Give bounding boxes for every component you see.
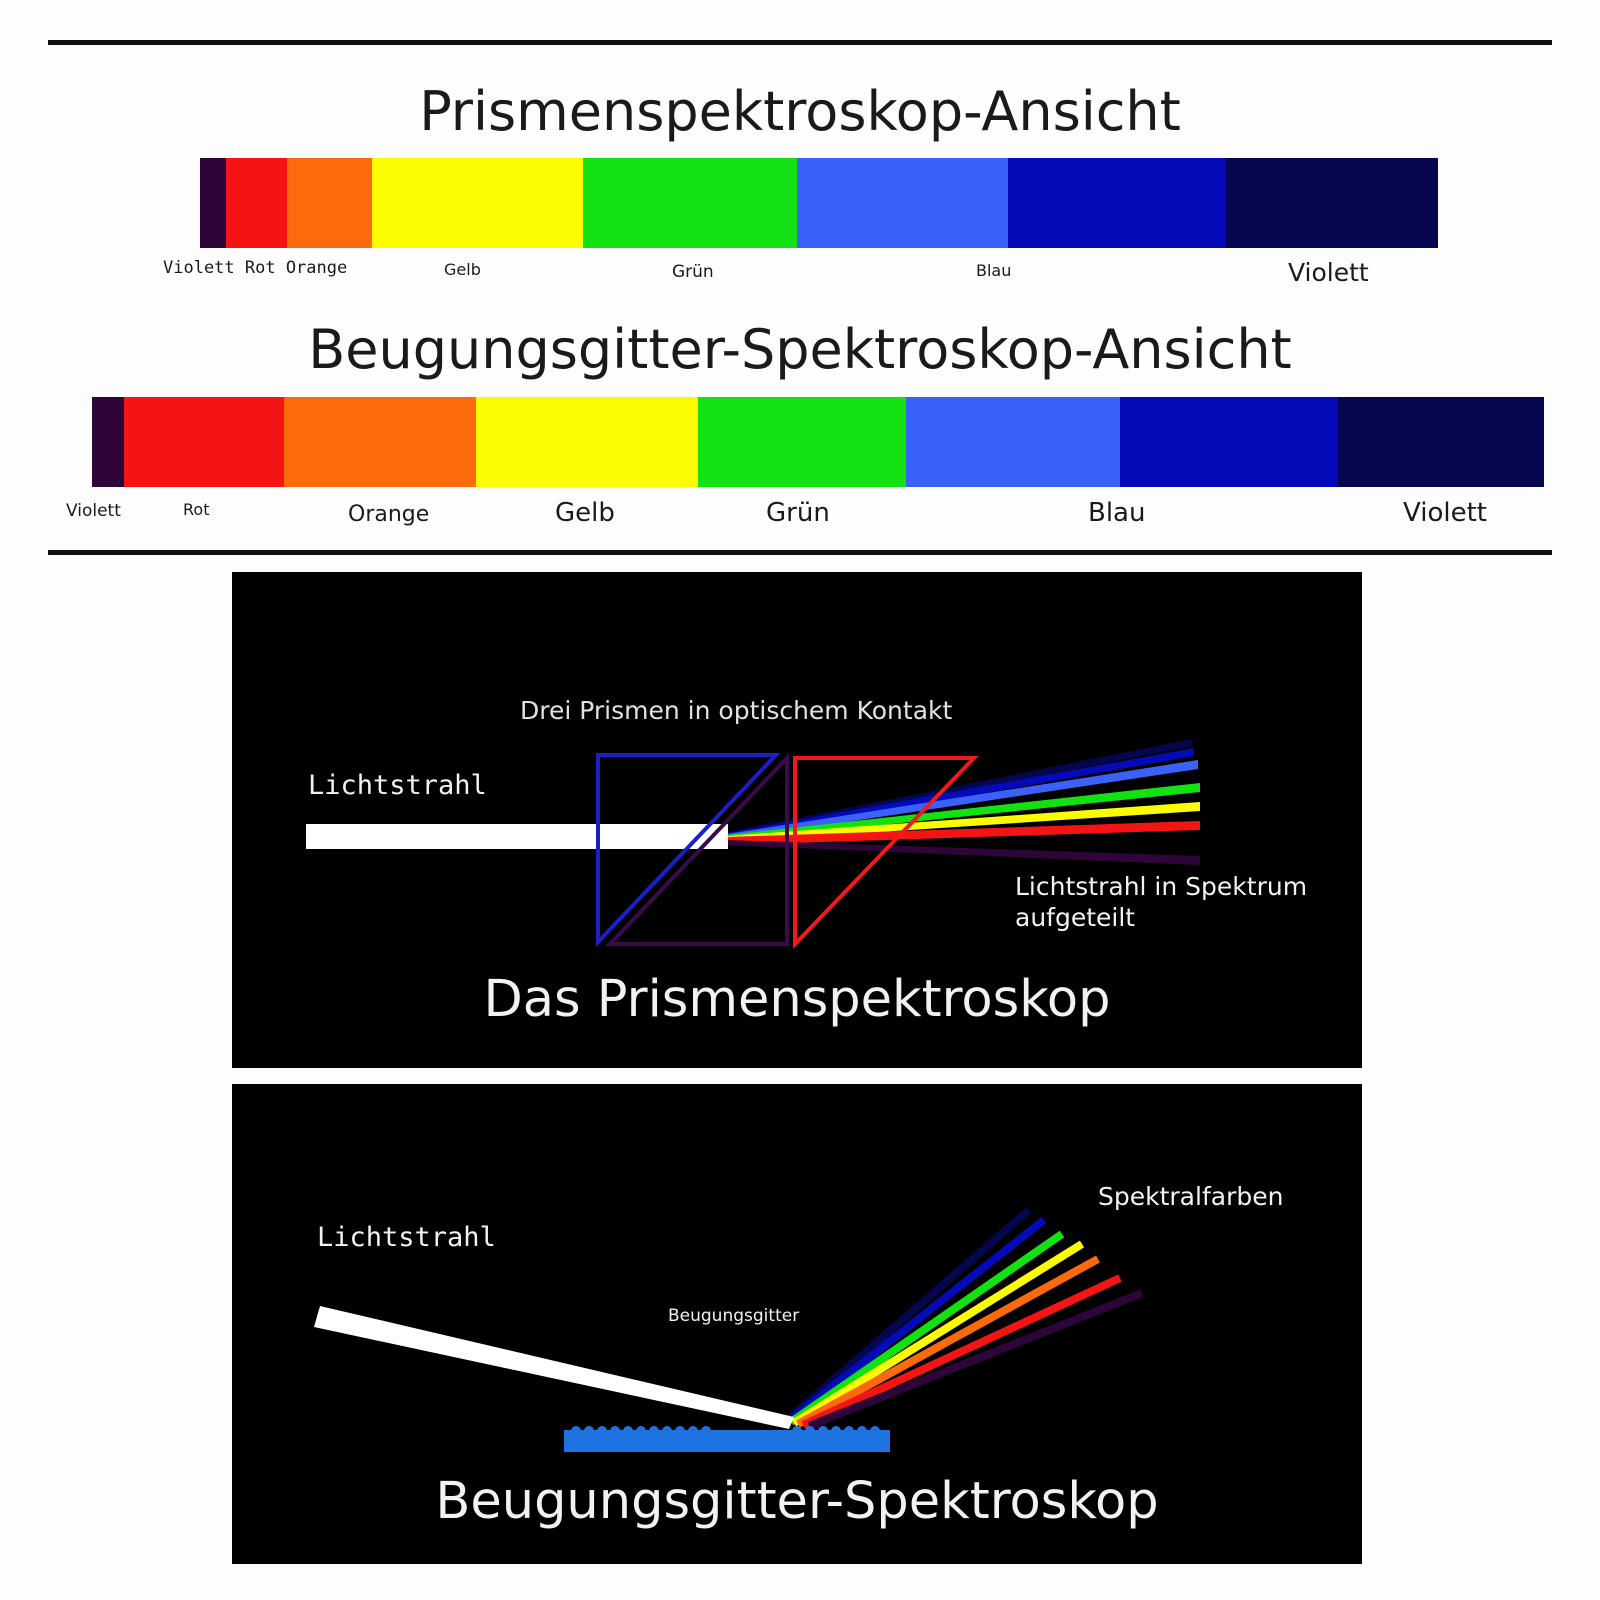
grating-label-rot: Rot [183, 500, 210, 519]
grating-view-title: Beugungsgitter-Spektroskop-Ansicht [308, 318, 1292, 381]
prism-split-label-line1: Lichtstrahl in Spektrum [1015, 872, 1308, 901]
grating-seg-dark-violet [92, 397, 124, 487]
grating-label-blau: Blau [1088, 498, 1146, 528]
grating-label-gelb: Gelb [555, 498, 615, 528]
grating-label: Beugungsgitter [668, 1306, 800, 1326]
grating-panel-title: Beugungsgitter-Spektroskop [435, 1472, 1159, 1531]
prism-seg-blue [1008, 158, 1226, 248]
prism-seg-red [226, 158, 287, 248]
prism-seg-light-blue [797, 158, 1008, 248]
diffraction-grating [564, 1426, 890, 1452]
grating-beam-label: Lichtstrahl [317, 1222, 496, 1253]
grating-label-violett-right: Violett [1403, 498, 1487, 528]
ray-dark-violet [727, 840, 1200, 865]
prism-spectrum-strip [200, 158, 1438, 248]
prism-panel-title: Das Prismenspektroskop [483, 970, 1111, 1029]
grating-label-violett-left: Violett [66, 501, 121, 521]
grating-seg-orange [284, 397, 476, 487]
prism-label-violett-rot-orange: Violett Rot Orange [163, 258, 348, 278]
grating-label-orange: Orange [348, 502, 430, 527]
prism-spectroscope-panel [232, 572, 1362, 1068]
grating-seg-blue [1120, 397, 1338, 487]
prism-label-gelb: Gelb [444, 260, 481, 279]
prism-seg-green [583, 158, 797, 248]
prism-seg-navy [1226, 158, 1438, 248]
grating-spectroscope-panel [232, 1084, 1362, 1564]
spectral-colors-label: Spektralfarben [1098, 1182, 1284, 1211]
prism-split-label-line2: aufgeteilt [1015, 903, 1136, 932]
bottom-rule [48, 550, 1552, 555]
prism-dark-violet [610, 758, 787, 944]
ray-blue [789, 1220, 1044, 1421]
top-rule [48, 40, 1552, 45]
prism-beam-label: Lichtstrahl [308, 770, 487, 801]
white-light-beam [306, 824, 728, 849]
prism-label-blau: Blau [976, 261, 1012, 280]
grating-seg-green [698, 397, 906, 487]
grating-seg-red [124, 397, 284, 487]
prism-label-violett-right: Violett [1288, 258, 1369, 287]
prism-panel-header: Drei Prismen in optischem Kontakt [520, 696, 953, 725]
prism-view-title: Prismenspektroskop-Ansicht [419, 80, 1181, 143]
prism-label-gruen: Grün [672, 262, 714, 282]
grating-seg-navy [1338, 397, 1544, 487]
grating-spectrum-strip [92, 397, 1544, 487]
prism-seg-yellow [372, 158, 583, 248]
grating-seg-yellow [476, 397, 698, 487]
grating-seg-light-blue [906, 397, 1120, 487]
prism-seg-dark-violet [200, 158, 226, 248]
grating-label-gruen: Grün [766, 498, 830, 528]
prism-seg-orange [287, 158, 372, 248]
